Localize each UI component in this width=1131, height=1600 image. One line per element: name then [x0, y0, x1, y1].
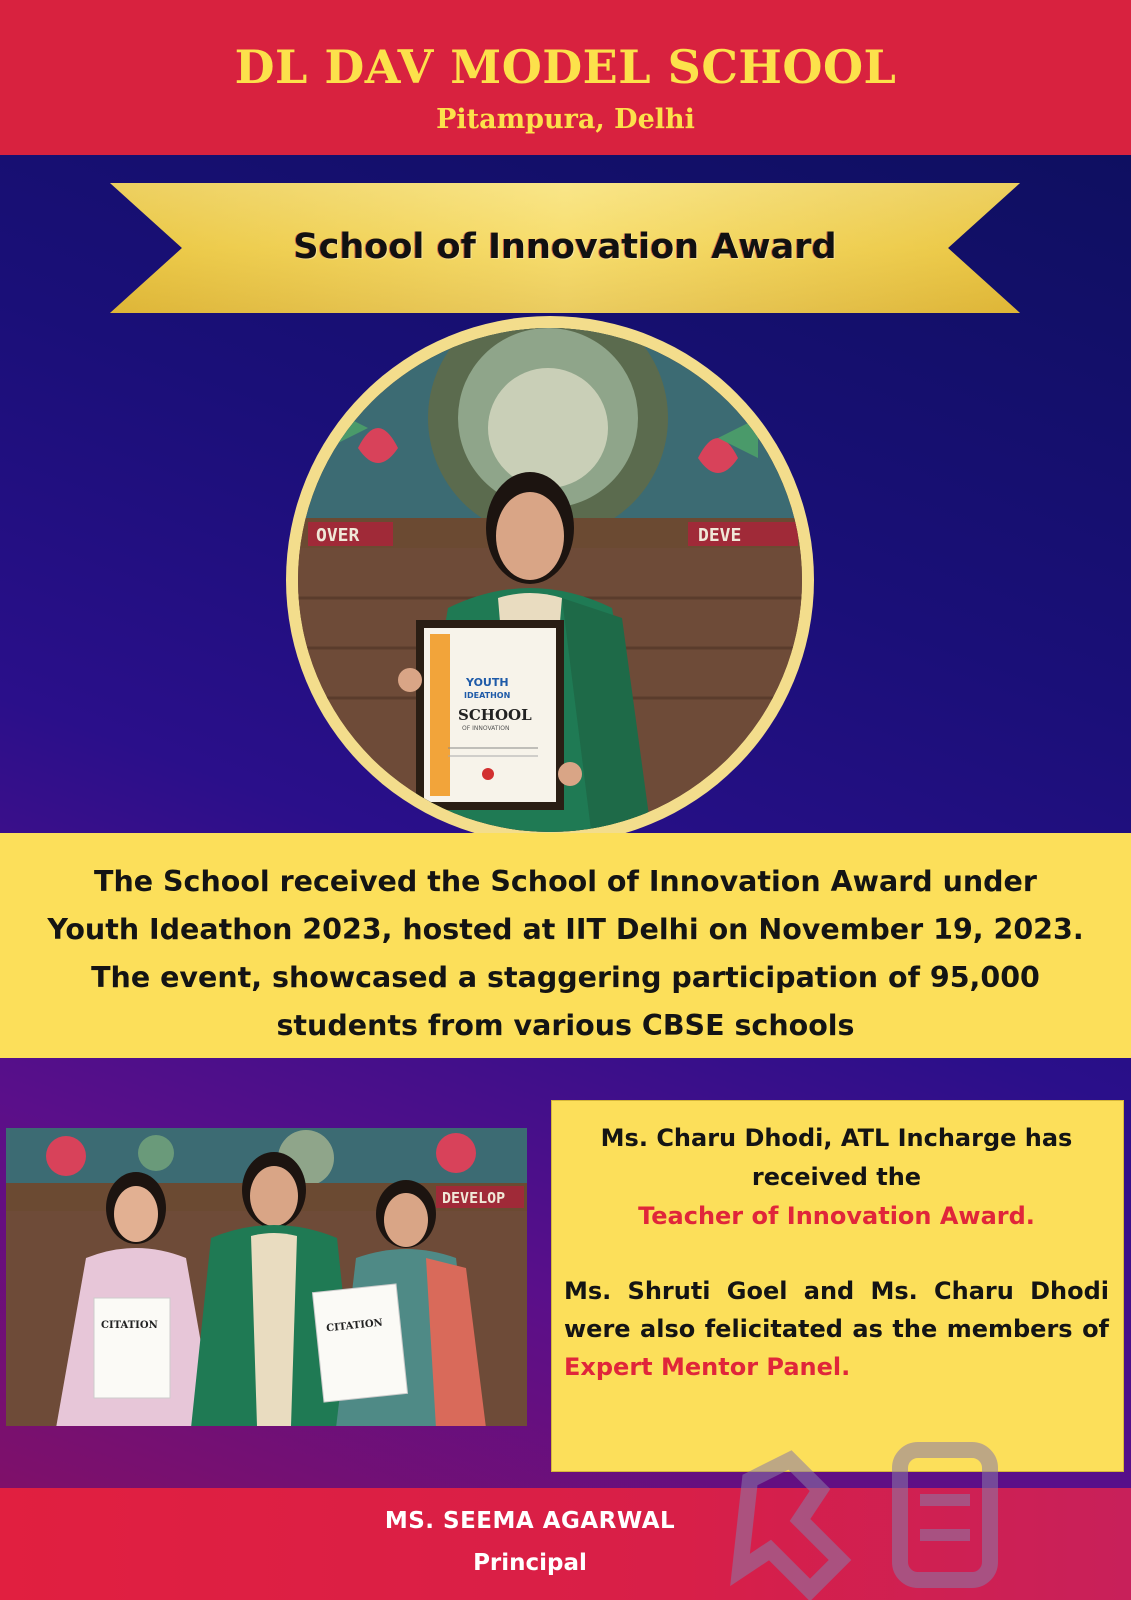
header-banner: [0, 0, 1131, 155]
caption-line-4: students from various CBSE schools: [276, 1009, 855, 1042]
caption-text: [10, 858, 1121, 1050]
wall-sign-right: DEVE: [698, 525, 742, 546]
info-line-1: Ms. Charu Dhodi, ATL Incharge has: [600, 1124, 1073, 1152]
caption-line-1: The School received the School of Innovation Award under: [94, 865, 1037, 898]
certificate-sub: IDEATHON: [464, 691, 511, 700]
mentor-panel-text: [564, 1272, 1109, 1386]
award-photo-illustration: [298, 328, 802, 832]
info-line-2: received the: [751, 1163, 922, 1191]
certificate-brand: YOUTH: [466, 676, 509, 689]
mentor-panel-prefix: Ms. Shruti Goel and Ms. Charu Dhodi were also felicitated as the members of: [564, 1277, 1109, 1343]
caption-band: [0, 833, 1131, 1058]
group-photo: [6, 1128, 527, 1426]
principal-name: MS. SEEMA AGARWAL: [384, 1508, 676, 1534]
award-ribbon: [110, 183, 1020, 313]
caption-line-2: Youth Ideathon 2023, hosted at IIT Delhi on November 19, 2023.: [47, 913, 1084, 946]
teacher-award-box: [551, 1100, 1124, 1472]
group-photo-illustration: [6, 1128, 527, 1426]
group-certificate-left: CITATION: [101, 1320, 158, 1331]
caption-line-3: The event, showcased a staggering participation of 95,000: [91, 961, 1040, 994]
group-wall-sign: DEVELOP: [442, 1189, 506, 1207]
school-name: DL DAV MODEL SCHOOL: [234, 40, 897, 94]
certificate-subtitle: OF INNOVATION: [462, 725, 510, 732]
group-certificate-right: CITATION: [325, 1317, 384, 1335]
school-location: Pitampura, Delhi: [436, 104, 695, 135]
gear-icon: [730, 1440, 1010, 1600]
certificate-title: SCHOOL: [458, 706, 532, 724]
principal-title: Principal: [473, 1550, 587, 1576]
principal-award-photo: [286, 316, 814, 844]
teacher-award-name: Teacher of Innovation Award.: [638, 1202, 1035, 1230]
wall-sign-left: OVER: [316, 525, 360, 546]
award-title: School of Innovation Award: [293, 227, 837, 267]
mentor-panel-name: Expert Mentor Panel.: [564, 1353, 851, 1381]
